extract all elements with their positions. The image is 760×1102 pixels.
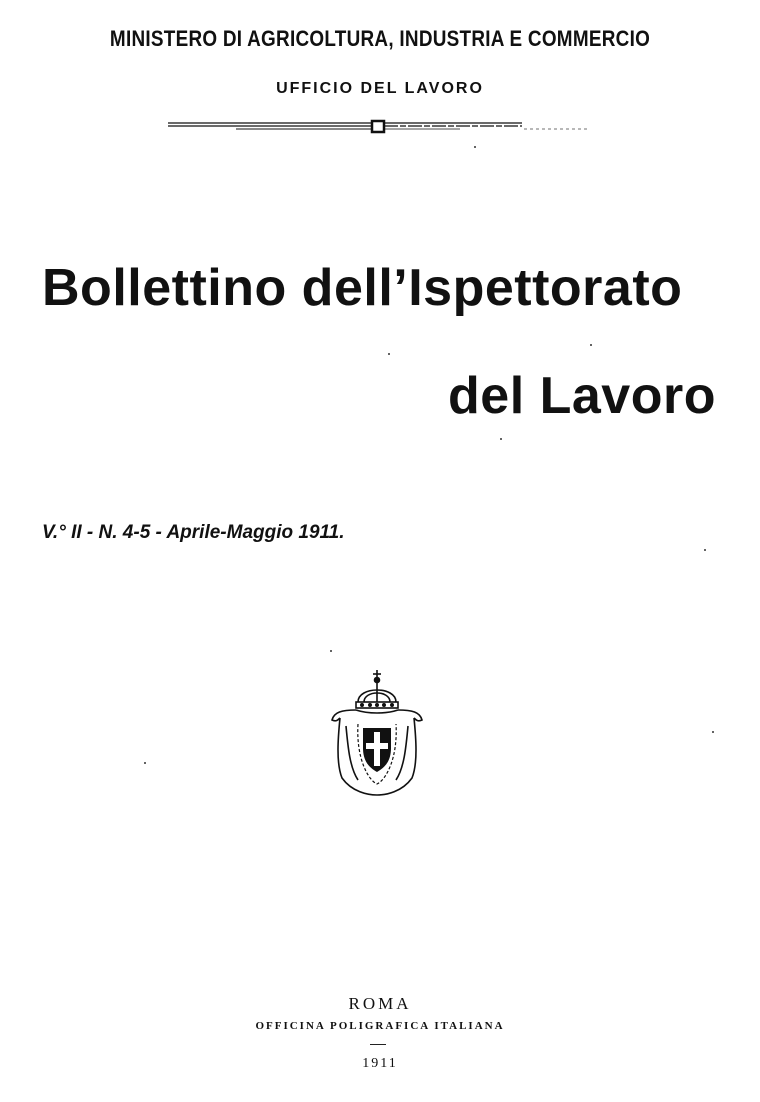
- scan-speck: [388, 353, 390, 355]
- crown-icon: [356, 670, 398, 708]
- scan-speck: [144, 762, 146, 764]
- scan-speck: [474, 146, 476, 148]
- scan-speck: [704, 549, 706, 551]
- office-subheading: UFFICIO DEL LAVORO: [276, 80, 484, 97]
- scan-speck: [712, 731, 714, 733]
- imprint-publisher: OFFICINA POLIGRAFICA ITALIANA: [255, 1020, 505, 1032]
- scan-speck: [330, 650, 332, 652]
- bulletin-title-line1: Bollettino dell’Ispettorato: [42, 259, 683, 317]
- ministry-heading: MINISTERO DI AGRICOLTURA, INDUSTRIA E COMMERCIO: [109, 26, 651, 51]
- issue-info: V.° II - N. 4-5 - Aprile-Maggio 1911.: [42, 522, 345, 543]
- ornamental-rule: [160, 112, 600, 142]
- imprint-divider: [370, 1044, 386, 1045]
- scan-speck: [590, 344, 592, 346]
- savoy-coat-of-arms-icon: [328, 668, 426, 796]
- scan-speck: [500, 438, 502, 440]
- imprint-city: ROMA: [348, 994, 412, 1013]
- imprint-year: 1911: [362, 1056, 398, 1071]
- bulletin-title-line2: del Lavoro: [448, 367, 716, 425]
